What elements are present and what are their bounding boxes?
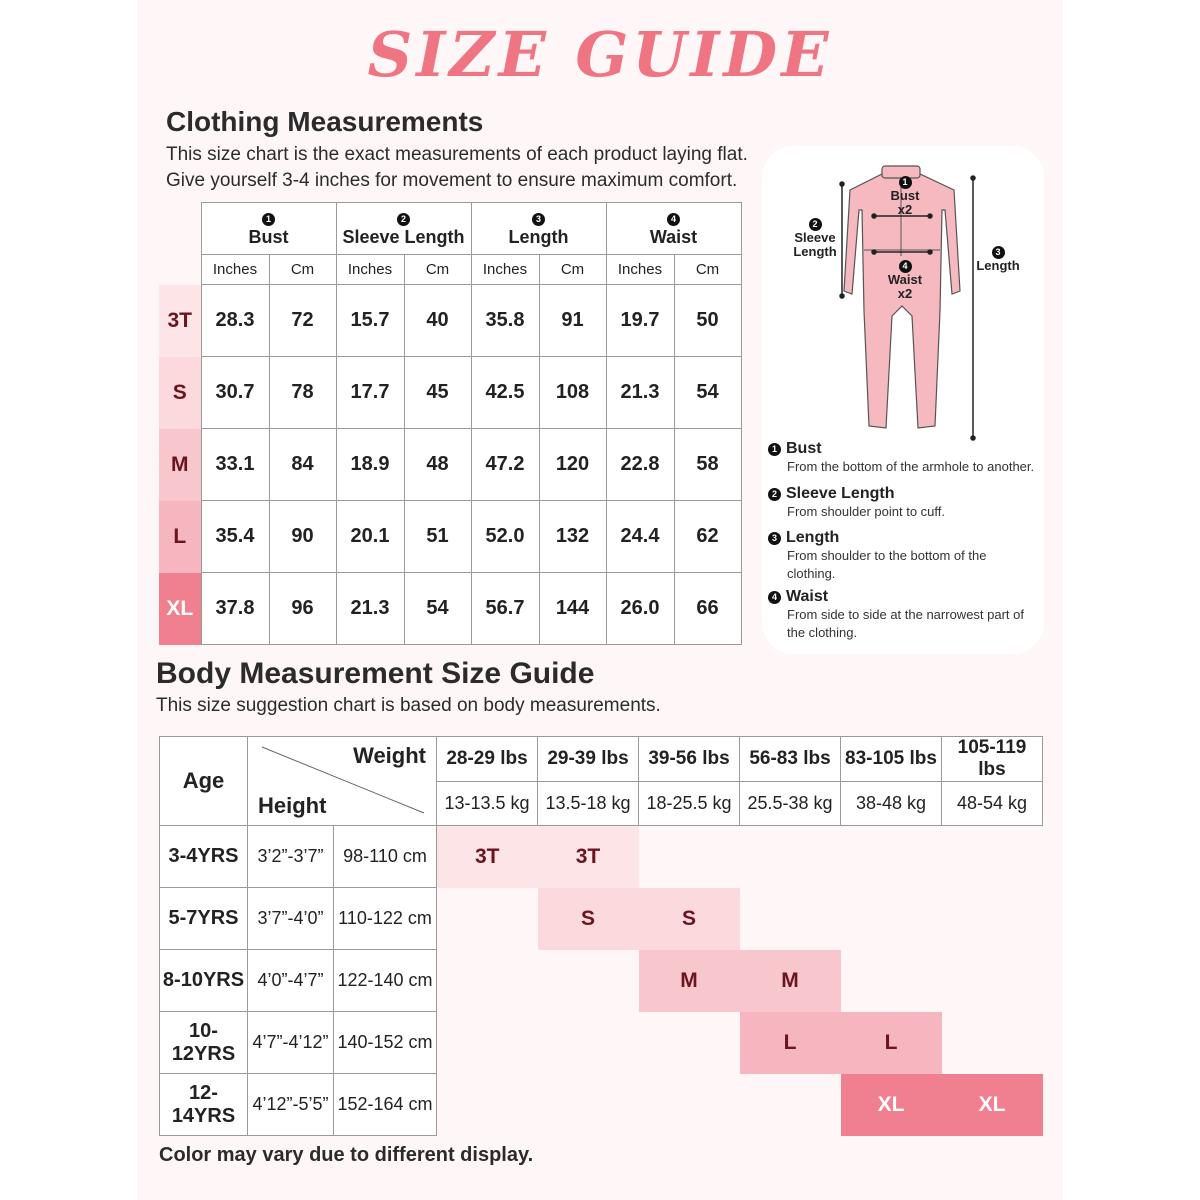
- weight-lbs-header: 29-39 lbs: [538, 737, 639, 782]
- weight-height-header: [248, 737, 437, 826]
- recommended-size-cell: S: [639, 888, 740, 950]
- recommended-size-cell: S: [538, 888, 639, 950]
- recommended-size-cell: XL: [841, 1074, 942, 1136]
- unit-header: Inches: [336, 255, 404, 285]
- measurement-cell: 72: [269, 285, 336, 357]
- measurement-cell: 78: [269, 357, 336, 429]
- measurement-cell: 96: [269, 573, 336, 645]
- clothing-desc-line2: Give yourself 3-4 inches for movement to ensure maximum comfort.: [166, 170, 738, 191]
- measurement-cell: 108: [539, 357, 606, 429]
- height-ft-cell: 3’7”-4’0”: [248, 888, 334, 950]
- measurement-cell: 54: [404, 573, 471, 645]
- recommended-size-cell: L: [740, 1012, 841, 1074]
- recommended-size-cell: [942, 950, 1043, 1012]
- age-header: Age: [160, 737, 248, 826]
- corner-blank: [159, 203, 201, 255]
- measurement-cell: 28.3: [201, 285, 269, 357]
- body-desc: This size suggestion chart is based on body measurements.: [156, 695, 661, 716]
- recommended-size-cell: [942, 826, 1043, 888]
- measurement-cell: 91: [539, 285, 606, 357]
- measurement-cell: 144: [539, 573, 606, 645]
- measurement-cell: 47.2: [471, 429, 539, 501]
- group-header-waist: 4 Waist: [606, 203, 741, 255]
- recommended-size-cell: M: [740, 950, 841, 1012]
- waist-callout: 4 Waist x2: [887, 261, 923, 301]
- measurement-cell: 21.3: [606, 357, 674, 429]
- measurement-cell: 48: [404, 429, 471, 501]
- unit-header: Cm: [674, 255, 741, 285]
- recommended-size-cell: [639, 826, 740, 888]
- recommended-size-cell: [740, 826, 841, 888]
- measurement-cell: 132: [539, 501, 606, 573]
- recommended-size-cell: L: [841, 1012, 942, 1074]
- height-cm-cell: 140-152 cm: [334, 1012, 437, 1074]
- definition-bust: 1 Bust From the bottom of the armhole to another.: [768, 440, 1048, 476]
- bust-callout: 1 Bust x2: [890, 177, 920, 217]
- weight-kg-header: 18-25.5 kg: [639, 782, 740, 826]
- body-row: [160, 888, 1043, 950]
- clothing-row: [159, 357, 741, 429]
- body-row: [160, 950, 1043, 1012]
- recommended-size-cell: [437, 1012, 538, 1074]
- weight-kg-header: 48-54 kg: [942, 782, 1043, 826]
- age-cell: 5-7YRS: [160, 888, 248, 950]
- unit-header: Inches: [471, 255, 539, 285]
- measurement-cell: 18.9: [336, 429, 404, 501]
- height-label: Height: [258, 793, 327, 818]
- height-ft-cell: 4’7”-4’12”: [248, 1012, 334, 1074]
- height-ft-cell: 4’12”-5’5”: [248, 1074, 334, 1136]
- height-cm-cell: 98-110 cm: [334, 826, 437, 888]
- measurement-cell: 17.7: [336, 357, 404, 429]
- measurement-cell: 120: [539, 429, 606, 501]
- weight-kg-header: 13.5-18 kg: [538, 782, 639, 826]
- body-row: [160, 826, 1043, 888]
- clothing-heading: Clothing Measurements: [166, 106, 484, 137]
- recommended-size-cell: [437, 1074, 538, 1136]
- recommended-size-cell: [639, 1012, 740, 1074]
- measurement-cell: 24.4: [606, 501, 674, 573]
- recommended-size-cell: [841, 888, 942, 950]
- measurement-cell: 33.1: [201, 429, 269, 501]
- measurement-cell: 30.7: [201, 357, 269, 429]
- recommended-size-cell: [740, 888, 841, 950]
- recommended-size-cell: 3T: [437, 826, 538, 888]
- measurement-cell: 66: [674, 573, 741, 645]
- sleeve-length-callout: 2 Sleeve Length: [793, 219, 837, 259]
- weight-lbs-header: 28-29 lbs: [437, 737, 538, 782]
- recommended-size-cell: 3T: [538, 826, 639, 888]
- measurement-cell: 26.0: [606, 573, 674, 645]
- size-label: M: [159, 429, 201, 501]
- body-row: [160, 1074, 1043, 1136]
- clothing-desc-line1: This size chart is the exact measurements of each product laying flat.: [166, 144, 748, 165]
- recommended-size-cell: M: [639, 950, 740, 1012]
- clothing-row: [159, 573, 741, 645]
- size-label: L: [159, 501, 201, 573]
- size-label: 3T: [159, 285, 201, 357]
- clothing-row: [159, 429, 741, 501]
- age-cell: 10-12YRS: [160, 1012, 248, 1074]
- age-cell: 8-10YRS: [160, 950, 248, 1012]
- recommended-size-cell: [942, 1012, 1043, 1074]
- weight-lbs-header: 83-105 lbs: [841, 737, 942, 782]
- measurement-cell: 35.4: [201, 501, 269, 573]
- unit-header: Cm: [404, 255, 471, 285]
- weight-lbs-header: 39-56 lbs: [639, 737, 740, 782]
- height-cm-cell: 122-140 cm: [334, 950, 437, 1012]
- measurement-cell: 90: [269, 501, 336, 573]
- corner-blank: [159, 255, 201, 285]
- body-heading: Body Measurement Size Guide: [156, 657, 595, 690]
- measurement-cell: 54: [674, 357, 741, 429]
- age-cell: 12-14YRS: [160, 1074, 248, 1136]
- unit-header: Cm: [269, 255, 336, 285]
- length-callout: 3 Length: [976, 247, 1020, 273]
- measurement-cell: 37.8: [201, 573, 269, 645]
- unit-header: Inches: [201, 255, 269, 285]
- page-title: SIZE GUIDE: [367, 18, 833, 91]
- height-ft-cell: 4’0”-4’7”: [248, 950, 334, 1012]
- measurement-cell: 42.5: [471, 357, 539, 429]
- recommended-size-cell: [538, 1074, 639, 1136]
- body-row: [160, 1012, 1043, 1074]
- weight-label: Weight: [353, 743, 426, 768]
- measurement-cell: 45: [404, 357, 471, 429]
- measurement-cell: 19.7: [606, 285, 674, 357]
- weight-kg-header: 38-48 kg: [841, 782, 942, 826]
- weight-kg-header: 25.5-38 kg: [740, 782, 841, 826]
- group-header-length: 3 Length: [471, 203, 606, 255]
- measurement-cell: 15.7: [336, 285, 404, 357]
- definition-sleeve-length: 2 Sleeve Length From shoulder point to cuff.: [768, 485, 1048, 521]
- definition-waist: 4 Waist From side to side at the narrowest part of the clothing.: [768, 588, 1038, 642]
- height-cm-cell: 152-164 cm: [334, 1074, 437, 1136]
- measurement-cell: 20.1: [336, 501, 404, 573]
- measurement-cell: 62: [674, 501, 741, 573]
- recommended-size-cell: [841, 826, 942, 888]
- body-size-table: [159, 736, 1043, 1136]
- recommended-size-cell: [740, 1074, 841, 1136]
- size-label: XL: [159, 573, 201, 645]
- measurement-cell: 56.7: [471, 573, 539, 645]
- measurement-cell: 40: [404, 285, 471, 357]
- recommended-size-cell: [437, 888, 538, 950]
- measurement-cell: 52.0: [471, 501, 539, 573]
- measurement-cell: 22.8: [606, 429, 674, 501]
- clothing-row: [159, 285, 741, 357]
- measurement-cell: 84: [269, 429, 336, 501]
- recommended-size-cell: [639, 1074, 740, 1136]
- recommended-size-cell: [942, 888, 1043, 950]
- weight-kg-header: 13-13.5 kg: [437, 782, 538, 826]
- recommended-size-cell: [841, 950, 942, 1012]
- clothing-row: [159, 501, 741, 573]
- measurement-cell: 35.8: [471, 285, 539, 357]
- color-disclaimer: Color may vary due to different display.: [159, 1144, 534, 1166]
- height-ft-cell: 3’2”-3’7”: [248, 826, 334, 888]
- weight-lbs-header: 56-83 lbs: [740, 737, 841, 782]
- clothing-table: [159, 202, 742, 645]
- measurement-cell: 51: [404, 501, 471, 573]
- group-header-sleeve-length: 2 Sleeve Length: [336, 203, 471, 255]
- size-label: S: [159, 357, 201, 429]
- height-cm-cell: 110-122 cm: [334, 888, 437, 950]
- measurement-cell: 58: [674, 429, 741, 501]
- measurement-cell: 50: [674, 285, 741, 357]
- weight-lbs-header: 105-119 lbs: [942, 737, 1043, 782]
- measurement-cell: 21.3: [336, 573, 404, 645]
- unit-header: Cm: [539, 255, 606, 285]
- recommended-size-cell: [538, 1012, 639, 1074]
- definition-length: 3 Length From shoulder to the bottom of the clothing.: [768, 529, 1008, 583]
- recommended-size-cell: [538, 950, 639, 1012]
- age-cell: 3-4YRS: [160, 826, 248, 888]
- recommended-size-cell: [437, 950, 538, 1012]
- recommended-size-cell: XL: [942, 1074, 1043, 1136]
- unit-header: Inches: [606, 255, 674, 285]
- group-header-bust: 1 Bust: [201, 203, 336, 255]
